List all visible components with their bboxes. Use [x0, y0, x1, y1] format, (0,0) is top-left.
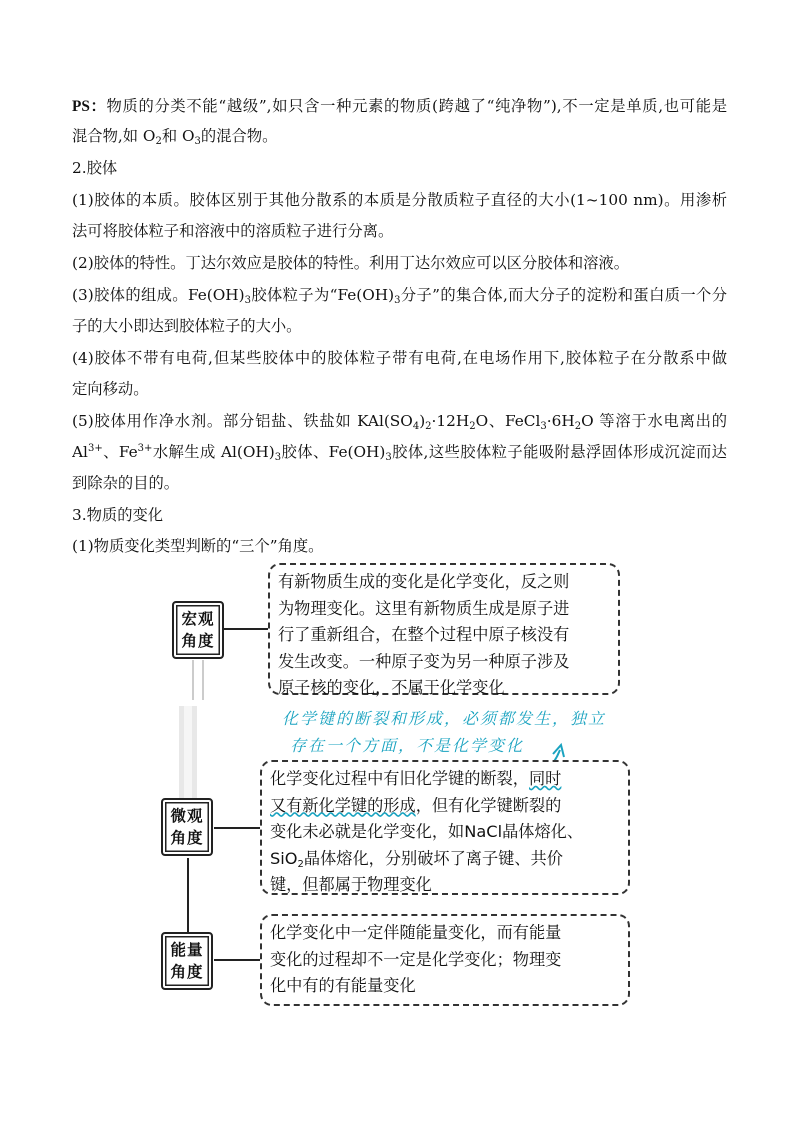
box-text: 化学变化过程中有旧化学键的断裂， — [270, 769, 529, 788]
p5-i: 水解生成 Al(OH) — [152, 443, 275, 461]
label-line: 微观 — [170, 807, 204, 825]
ps-label: PS： — [72, 98, 107, 115]
box-text-emph: 又有新化学键的形成 — [270, 795, 416, 815]
sub: 4 — [412, 421, 420, 432]
label-line: 角度 — [181, 632, 215, 650]
box-line — [270, 793, 620, 820]
trunk-shade — [184, 706, 192, 801]
label-line: 角度 — [170, 829, 204, 847]
label-line: 能量 — [170, 941, 204, 959]
ps-text: 物质的分类不能“越级”,如只含一种元素的物质(跨越了“纯净物”),不一定是单质,也可能是 — [106, 97, 727, 115]
sub: 3 — [274, 452, 282, 463]
box-macro — [268, 563, 620, 695]
sub: 2 — [425, 421, 432, 432]
p3-a: (3)胶体的组成。Fe(OH) — [72, 286, 245, 304]
para-1-line-1: (1)胶体的本质。胶体区别于其他分散系的本质是分散质粒子直径的大小(1~100 nm)。用渗析 — [72, 191, 727, 209]
p5-h: 、Fe — [102, 443, 138, 461]
sub: 3 — [244, 295, 251, 306]
heading-colloid: 2.胶体 — [72, 159, 118, 177]
sub: 2 — [574, 421, 582, 432]
box-line: 变化的过程却不一定是化学变化；物理变 — [270, 949, 562, 969]
ps-text-2c: 的混合物。 — [200, 127, 278, 145]
box-line: 行了重新组合，在整个过程中原子核没有 — [278, 625, 570, 644]
annotation-line-1: 化学键的断裂和形成，必须都发生，独立 — [282, 709, 607, 728]
box-text: ，但有化学键断裂的 — [415, 795, 562, 815]
label-line: 角度 — [170, 963, 204, 981]
p5-j: 胶体、Fe(OH) — [281, 443, 386, 461]
para-6: (1)物质变化类型判断的“三个”角度。 — [72, 537, 324, 555]
para-1-line-2: 法可将胶体粒子和溶液中的溶质粒子进行分离。 — [72, 222, 394, 240]
annotation-line-2: 存在一个方面，不是化学变化 — [290, 736, 525, 755]
para-4-line-1: (4)胶体不带有电荷,但某些胶体中的胶体粒子带有电荷,在电场作用下,胶体粒子在分散系中做 — [72, 349, 727, 367]
box-line — [270, 766, 620, 793]
sub: 2 — [469, 421, 476, 432]
box-text: 晶体熔化，分别破坏了离子键、共价 — [303, 848, 563, 868]
p5-b: ) — [419, 412, 426, 430]
box-line — [270, 846, 620, 873]
box-line: 为物理变化。这里有新物质生成是原子进 — [278, 598, 570, 618]
p5-g: Al — [72, 443, 88, 461]
box-line: 键，但都属于物理变化 — [270, 875, 432, 894]
heading-change: 3.物质的变化 — [72, 506, 164, 524]
label-energy — [161, 932, 213, 990]
box-line: 化中有的有能量变化 — [270, 976, 416, 995]
label-macro — [172, 601, 224, 659]
sub: 2 — [155, 136, 162, 147]
label-micro — [161, 798, 213, 856]
para-2: (2)胶体的特性。丁达尔效应是胶体的特性。利用丁达尔效应可以区分胶体和溶液。 — [72, 254, 630, 272]
p5-f: O 等溶于水电离出的 — [581, 412, 727, 430]
box-text-emph: 同时 — [529, 769, 562, 788]
sub: 3 — [194, 136, 201, 147]
box-micro — [260, 760, 630, 895]
ps-text-2b: 和 O — [161, 127, 195, 145]
para-4-line-2: 定向移动。 — [72, 380, 149, 398]
sup: 3+ — [87, 443, 103, 454]
box-energy — [260, 914, 630, 1006]
sub: 2 — [297, 858, 304, 870]
p5-a: (5)胶体用作净水剂。部分铝盐、铁盐如 KAl(SO — [72, 412, 413, 430]
para-5-line-3: 到除杂的目的。 — [72, 474, 180, 492]
p5-e: ·6H — [546, 412, 575, 430]
p5-d: O、FeCl — [475, 412, 541, 430]
box-line: 变化未必就是化学变化，如NaCl晶体熔化、 — [270, 822, 584, 841]
box-text: SiO — [270, 848, 298, 868]
box-line: 原子核的变化，不属于化学变化 — [278, 678, 505, 697]
p3-b: 胶体粒子为“Fe(OH) — [250, 286, 395, 304]
ps-text-2a: 混合物,如 O — [72, 127, 156, 145]
sub: 3 — [394, 295, 401, 306]
label-line: 宏观 — [181, 610, 215, 628]
box-line: 发生改变。一种原子变为另一种原子涉及 — [278, 651, 570, 671]
sup: 3+ — [137, 443, 153, 454]
sub: 3 — [540, 421, 547, 432]
sub: 3 — [385, 452, 392, 463]
p3-c: 分子”的集合体,而大分子的淀粉和蛋白质一个分 — [400, 286, 727, 304]
p5-k: 胶体,这些胶体粒子能吸附悬浮固体形成沉淀而达 — [391, 443, 727, 461]
box-line: 化学变化中一定伴随能量变化，而有能量 — [270, 923, 562, 942]
box-line: 有新物质生成的变化是化学变化，反之则 — [278, 572, 570, 591]
p5-c: ·12H — [431, 412, 470, 430]
para-3-line-2: 子的大小即达到胶体粒子的大小。 — [72, 317, 302, 335]
